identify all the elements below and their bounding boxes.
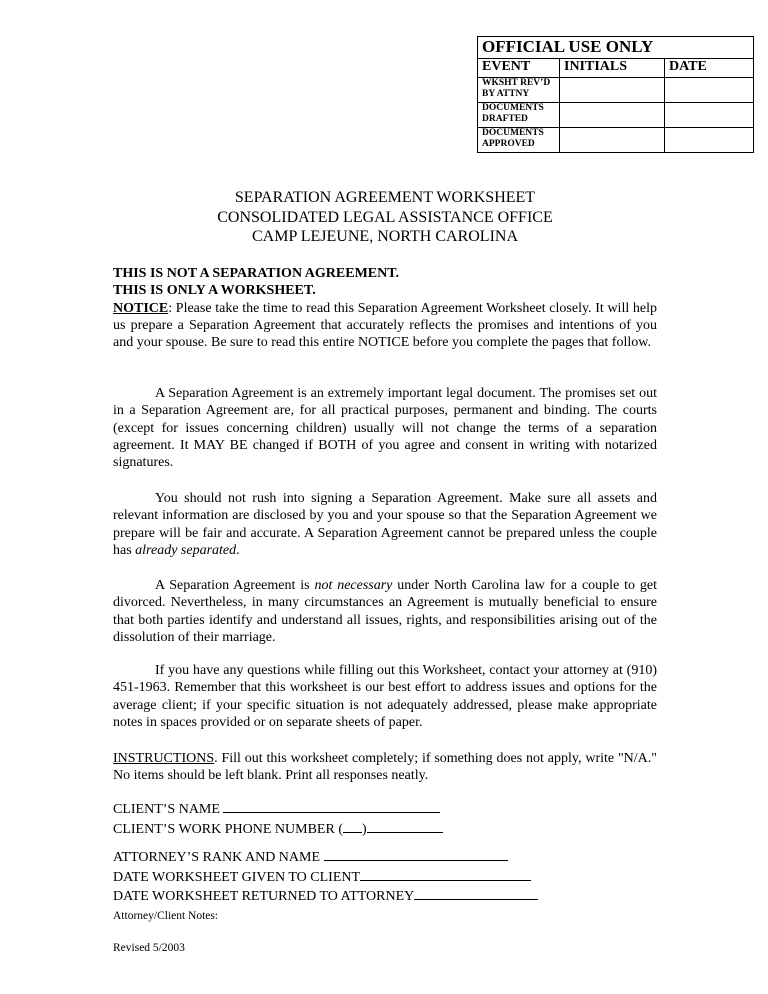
notice-label: NOTICE <box>113 300 169 316</box>
date-given-label: DATE WORKSHEET GIVEN TO CLIENT <box>113 869 361 885</box>
client-phone-label: CLIENT’S WORK PHONE NUMBER <box>113 821 339 837</box>
paragraph-questions: If you have any questions while filling out this Worksheet, contact your attorney at (910) 451-1963. Remember that this worksheet is our best effort to address issues and options for the average client; if your specific situation is not adequately addressed, please make appropriate notes in spaces provided or on separate sheets of paper. <box>113 663 657 730</box>
italic-phrase-not-necessary: not necessary <box>314 578 393 593</box>
attorney-name-blank <box>324 847 508 861</box>
date-cell <box>665 128 754 153</box>
initials-cell <box>560 128 665 153</box>
title-line-2: CONSOLIDATED LEGAL ASSISTANCE OFFICE <box>217 208 553 226</box>
date-given-blank <box>360 867 531 881</box>
official-use-title-row <box>478 37 754 59</box>
client-phone-line <box>113 819 657 839</box>
attorney-fields-section <box>113 847 657 906</box>
paragraph-do-not-rush <box>113 490 657 559</box>
table-row <box>478 78 754 103</box>
notice-text: : Please take the time to read this Separation Agreement Worksheet closely. It will help us prepare a Separation Agreement that accurately reflects the promises and intentions of you and your spouse. Be sure to read this entire NOTICE before you complete the pages that follow. <box>113 300 657 351</box>
title-line-3: CAMP LEJEUNE, NORTH CAROLINA <box>252 228 518 245</box>
initials-cell <box>560 103 665 128</box>
date-cell <box>665 78 754 103</box>
paragraph-text: . <box>236 542 240 558</box>
warning-line-1: THIS IS NOT A SEPARATION AGREEMENT. <box>113 266 400 281</box>
paragraph-important-document: A Separation Agreement is an extremely important legal document. The promises set out in a Separation Agreement are, for all practical purposes, permanent and binding. The courts (except for issues concerning children) usually will not change the terms of a separation agreement. It MAY BE changed if BOTH of you agree and consent in writing with notarized signatures. <box>113 386 657 471</box>
date-returned-label: DATE WORKSHEET RETURNED TO ATTORNEY <box>113 889 415 905</box>
table-row <box>478 128 754 153</box>
phone-close-paren: ) <box>361 821 367 837</box>
paragraph-not-necessary <box>113 577 657 646</box>
column-header-event: EVENT <box>478 59 560 78</box>
table-row <box>478 103 754 128</box>
paragraph-text: under North Carolina law for a couple to get divorced. Nevertheless, in many circumstances an Agreement is mutually beneficial to ensure that both parties identify and understand all issues, rights, and responsibilities arising out of the dissolution of their marriage. <box>113 578 658 645</box>
client-name-label: CLIENT’S NAME <box>113 802 224 817</box>
revised-date: Revised 5/2003 <box>113 942 185 954</box>
paragraph-text: You should not rush into signing a Separation Agreement. Make sure all assets and relevant information are disclosed by you and your spouse so that the Separation Agreement we prepare will be fair and accurate. A Separation Agreement cannot be prepared unless the couple has <box>113 491 657 558</box>
intro-section <box>113 265 657 351</box>
phone-number-blank <box>367 819 443 833</box>
phone-area-code-blank <box>343 819 362 833</box>
event-cell: DOCUMENTS DRAFTED <box>478 103 560 128</box>
initials-cell <box>560 78 665 103</box>
client-fields-section <box>113 799 657 838</box>
date-given-line <box>113 867 657 887</box>
paragraph-text: A Separation Agreement is <box>155 578 315 593</box>
notice-paragraph <box>113 300 657 352</box>
date-returned-blank <box>414 886 538 900</box>
official-use-header-row <box>478 59 754 78</box>
column-header-date: DATE <box>665 59 754 78</box>
page-title <box>113 188 657 247</box>
attorney-name-label: ATTORNEY’S RANK AND NAME <box>113 850 324 865</box>
warning-line-2: THIS IS ONLY A WORKSHEET. <box>113 283 316 299</box>
official-use-title: OFFICIAL USE ONLY <box>478 37 754 59</box>
client-name-line <box>113 799 657 819</box>
event-cell: DOCUMENTS APPROVED <box>478 128 560 153</box>
phone-open-paren: ( <box>338 821 343 837</box>
column-header-initials: INITIALS <box>560 59 665 78</box>
italic-phrase-already-separated: already separated <box>135 542 237 558</box>
date-returned-line <box>113 886 657 906</box>
official-use-table <box>477 36 754 153</box>
instructions-paragraph <box>113 750 657 785</box>
date-cell <box>665 103 754 128</box>
client-name-blank <box>223 799 440 813</box>
instructions-label: INSTRUCTIONS <box>113 751 215 766</box>
title-line-1: SEPARATION AGREEMENT WORKSHEET <box>234 189 536 206</box>
instructions-text: . Fill out this worksheet completely; if something does not apply, write "N/A." No items should be left blank. Print all responses neatly. <box>113 751 657 784</box>
attorney-name-line <box>113 847 657 867</box>
event-cell: WKSHT REV’D BY ATTNY <box>478 78 560 103</box>
attorney-client-notes-label: Attorney/Client Notes: <box>113 910 219 922</box>
